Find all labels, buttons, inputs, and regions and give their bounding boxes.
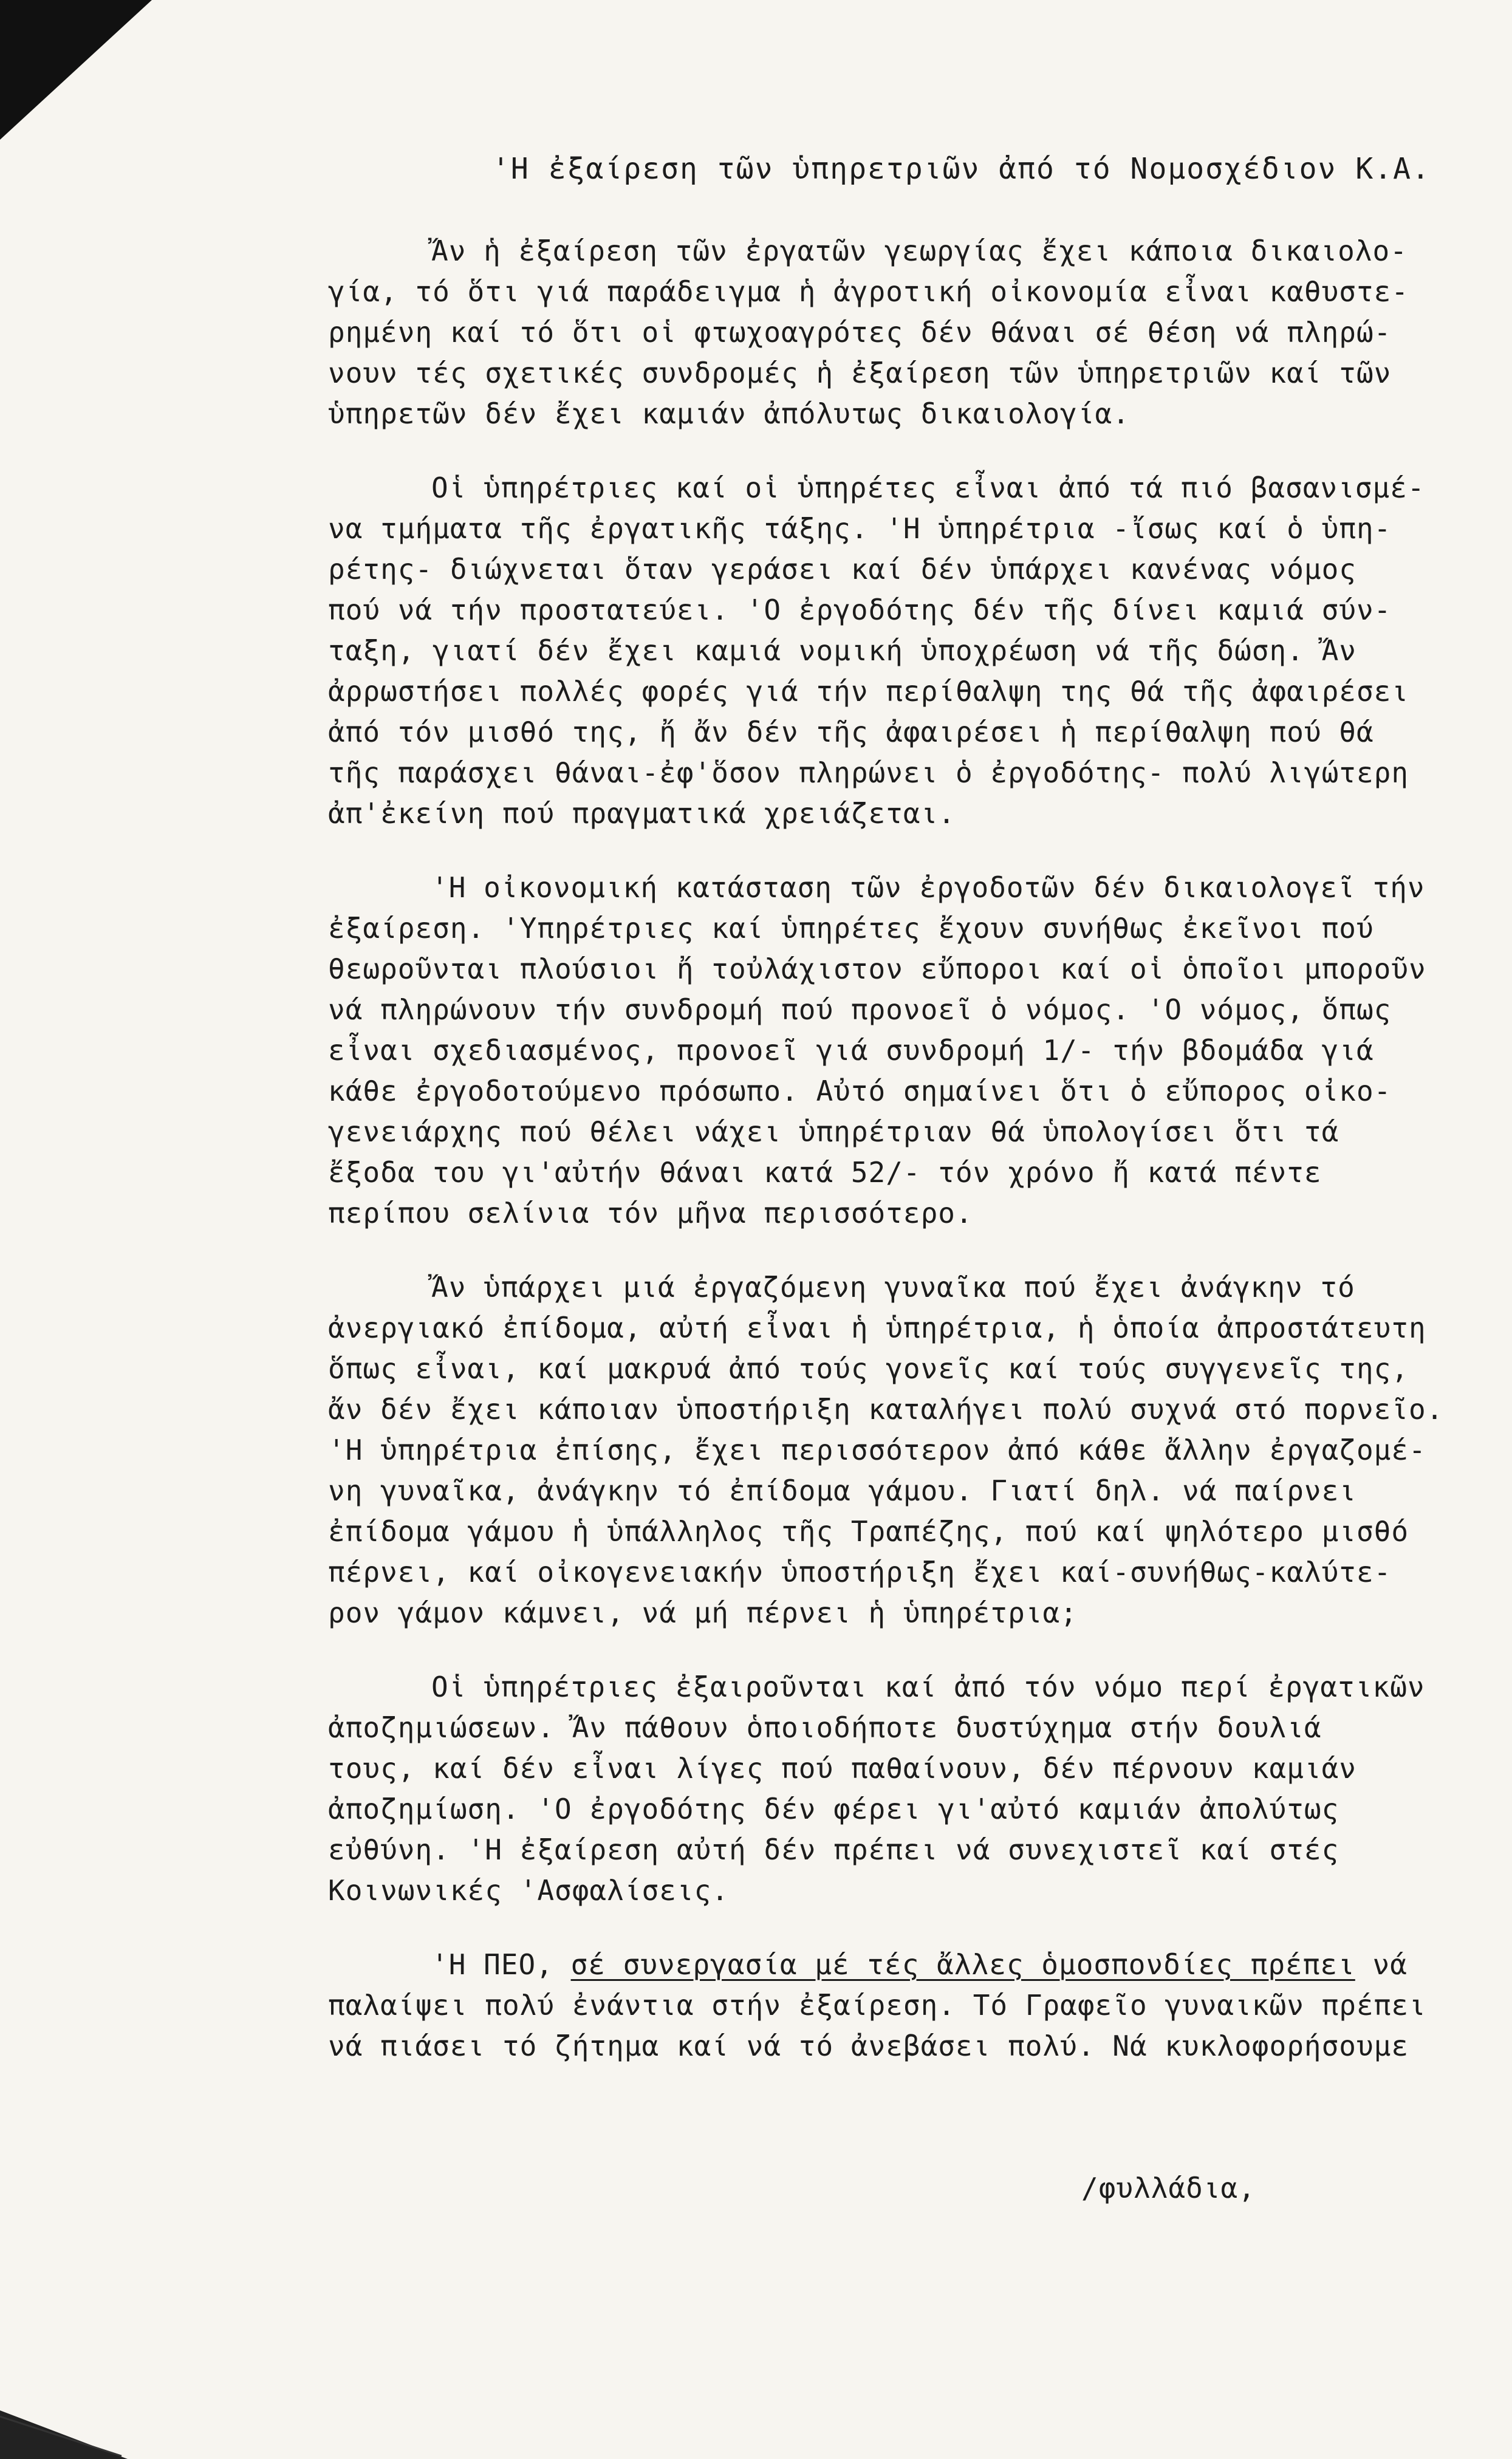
text-line: Ἄν ὑπάρχει μιά ἐργαζόμενη γυναῖκα πού ἔχει ἀνάγκην τό: [431, 1271, 1355, 1304]
text-tail: νά: [1355, 1948, 1408, 1981]
text-line: παλαίψει πολύ ἐνάντια στήν ἐξαίρεση. Τό Γραφεῖο γυναικῶν πρέπει: [328, 1989, 1426, 2022]
text-line: ρέτης- διώχνεται ὅταν γεράσει καί δέν ὑπάρχει κανένας νόμος: [328, 553, 1356, 586]
text-line: νά πιάσει τό ζήτημα καί νά τό ἀνεβάσει πολύ. Νά κυκλοφορήσουμε: [328, 2030, 1409, 2062]
text-line: νουν τές σχετικές συνδρομές ἡ ἐξαίρεση τῶν ὑπηρετριῶν καί τῶν: [328, 357, 1392, 389]
text-line: θεωροῦνται πλούσιοι ἤ τοὐλάχιστον εὔποροι καί οἱ ὁποῖοι μποροῦν: [328, 952, 1426, 985]
document-title: 'Η ἐξαίρεση τῶν ὑπηρετριῶν ἀπό τό Νομοσχέδιον Κ.Α.: [492, 152, 1431, 186]
text-line: Ἄν ἡ ἐξαίρεση τῶν ἐργατῶν γεωργίας ἔχει κάποια δικαιολο-: [431, 234, 1408, 267]
text-line: τῆς παράσχει θάναι-ἐφ'ὅσον πληρώνει ὁ ἐργοδότης- πολύ λιγώτερη: [328, 756, 1409, 789]
text-line: ἄν δέν ἔχει κάποιαν ὑποστήριξη καταλήγει πολύ συχνά στό πορνεῖο.: [328, 1393, 1444, 1426]
text-line: νά πληρώνουν τήν συνδρομή πού προνοεῖ ὁ νόμος. 'Ο νόμος, ὅπως: [328, 993, 1392, 1026]
text-line: ἔξοδα του γι'αὐτήν θάναι κατά 52/- τόν χρόνο ἤ κατά πέντε: [328, 1156, 1322, 1189]
scan-shadow-bottom-left: [0, 2392, 134, 2459]
text-line: ρον γάμον κάμνει, νά μή πέρνει ἡ ὑπηρέτρια;: [328, 1596, 1078, 1629]
text-line: ἀποζημιώσεων. Ἄν πάθουν ὁποιοδήποτε δυστύχημα στήν δουλιά: [328, 1711, 1322, 1744]
text-line: ἀνεργιακό ἐπίδομα, αὐτή εἶναι ἡ ὑπηρέτρια, ἡ ὁποία ἀπροστάτευτη: [328, 1312, 1426, 1344]
text-line: [328, 1944, 1494, 1985]
text-line: περίπου σελίνια τόν μῆνα περισσότερο.: [328, 1197, 973, 1230]
paragraph-4: [328, 1267, 1494, 1633]
scan-shadow-top-left: [0, 0, 158, 146]
paragraph-5: [328, 1667, 1494, 1911]
paragraph-3: [328, 867, 1494, 1234]
text-line: ἀρρωστήσει πολλές φορές γιά τήν περίθαλψη της θά τῆς ἀφαιρέσει: [328, 675, 1409, 708]
underlined-phrase: σέ συνεργασία μέ τές ἄλλες ὁμοσπονδίες πρέπει: [570, 1948, 1355, 1981]
text-line: ὅπως εἶναι, καί μακρυά ἀπό τούς γονεῖς καί τούς συγγενεῖς της,: [328, 1352, 1409, 1385]
text-line: ταξη, γιατί δέν ἔχει καμιά νομική ὑποχρέωση νά τῆς δώση. Ἄν: [328, 634, 1356, 667]
text-line: νη γυναῖκα, ἀνάγκην τό ἐπίδομα γάμου. Γιατί δηλ. νά παίρνει: [328, 1474, 1356, 1507]
document-body: [328, 231, 1494, 2100]
text-lead: 'Η ΠΕΟ,: [431, 1948, 571, 1981]
text-line: ἀποζημίωση. 'Ο ἐργοδότης δέν φέρει γι'αὐτό καμιάν ἀπολύτως: [328, 1793, 1339, 1825]
text-line: Οἱ ὑπηρέτριες καί οἱ ὑπηρέτες εἶναι ἀπό τά πιό βασανισμέ-: [431, 471, 1425, 504]
text-line: Κοινωνικές 'Ασφαλίσεις.: [328, 1874, 729, 1907]
text-line: ἐξαίρεση. 'Υπηρέτριες καί ὑπηρέτες ἔχουν συνήθως ἐκεῖνοι πού: [328, 912, 1374, 945]
text-line: ρημένη καί τό ὅτι οἱ φτωχοαγρότες δέν θάναι σέ θέση νά πληρώ-: [328, 316, 1392, 349]
text-line: 'Η ὑπηρέτρια ἐπίσης, ἔχει περισσότερον ἀπό κάθε ἄλλην ἐργαζομέ-: [328, 1434, 1426, 1466]
text-line: ἀπ'ἐκείνη πού πραγματικά χρειάζεται.: [328, 797, 956, 830]
paragraph-6: [328, 1944, 1494, 2067]
text-line: εἶναι σχεδιασμένος, προνοεῖ γιά συνδρομή 1/- τήν βδομάδα γιά: [328, 1034, 1374, 1067]
text-line: Οἱ ὑπηρέτριες ἐξαιροῦνται καί ἀπό τόν νόμο περί ἐργατικῶν: [431, 1671, 1425, 1703]
text-line: τους, καί δέν εἶναι λίγες πού παθαίνουν, δέν πέρνουν καμιάν: [328, 1752, 1356, 1785]
continuation-marker: /φυλλάδια,: [1081, 2172, 1256, 2204]
text-line: πού νά τήν προστατεύει. 'Ο ἐργοδότης δέν τῆς δίνει καμιά σύν-: [328, 593, 1392, 626]
text-line: γία, τό ὅτι γιά παράδειγμα ἡ ἀγροτική οἰκονομία εἶναι καθυστε-: [328, 275, 1409, 308]
text-line: να τμήματα τῆς ἐργατικῆς τάξης. 'Η ὑπηρέτρια -ἴσως καί ὁ ὑπη-: [328, 512, 1392, 545]
text-line: εὐθύνη. 'Η ἐξαίρεση αὐτή δέν πρέπει νά συνεχιστεῖ καί στές: [328, 1833, 1339, 1866]
text-line: κάθε ἐργοδοτούμενο πρόσωπο. Αὐτό σημαίνει ὅτι ὁ εὔπορος οἰκο-: [328, 1075, 1392, 1107]
text-line: ἐπίδομα γάμου ἡ ὑπάλληλος τῆς Τραπέζης, πού καί ψηλότερο μισθό: [328, 1515, 1409, 1548]
text-line: πέρνει, καί οἰκογενειακήν ὑποστήριξη ἔχει καί-συνήθως-καλύτε-: [328, 1556, 1392, 1589]
text-line: 'Η οἰκονομική κατάσταση τῶν ἐργοδοτῶν δέν δικαιολογεῖ τήν: [431, 871, 1425, 904]
text-line: γενειάρχης πού θέλει νάχει ὑπηρέτριαν θά ὑπολογίσει ὅτι τά: [328, 1115, 1339, 1148]
text-line: ἀπό τόν μισθό της, ἤ ἄν δέν τῆς ἀφαιρέσει ἡ περίθαλψη πού θά: [328, 716, 1374, 748]
text-line: ὑπηρετῶν δέν ἔχει καμιάν ἀπόλυτως δικαιολογία.: [328, 397, 1130, 430]
paragraph-1: [328, 231, 1494, 434]
paragraph-2: [328, 468, 1494, 834]
